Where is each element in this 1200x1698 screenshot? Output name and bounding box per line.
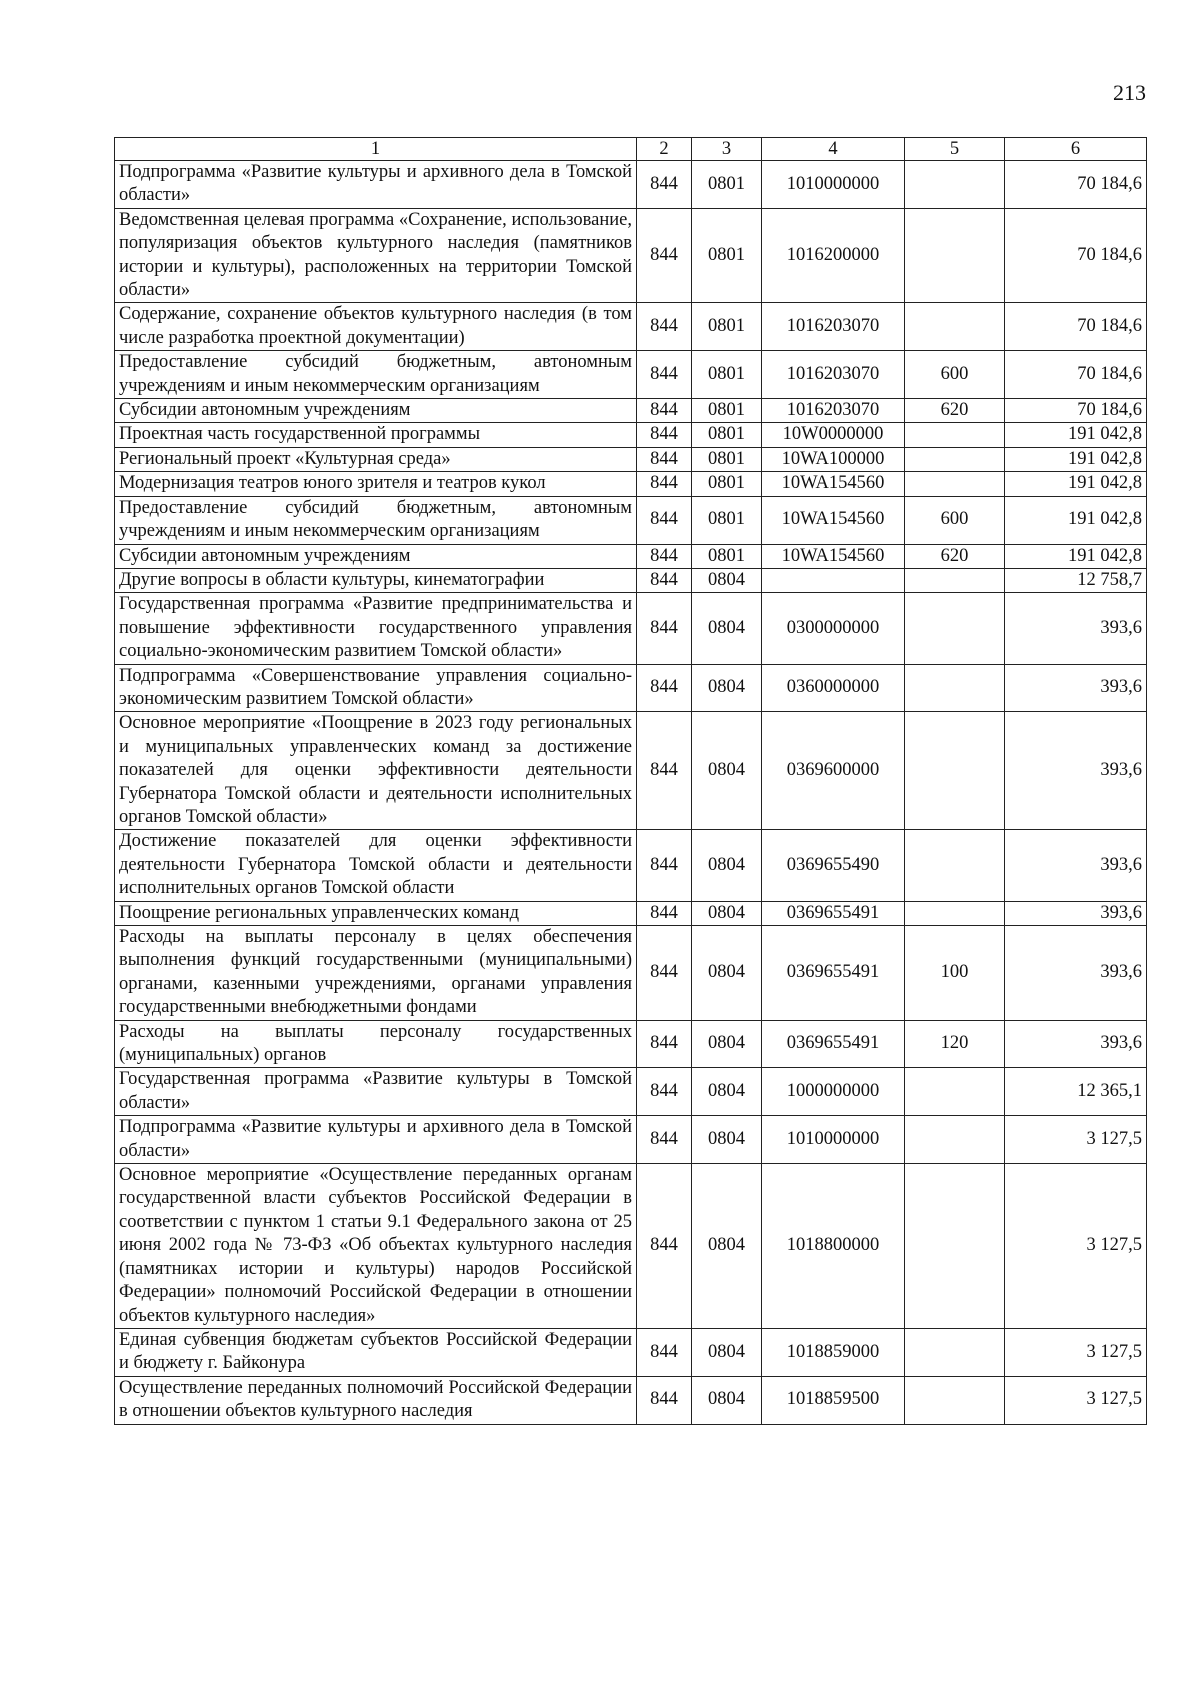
cell-target: 1010000000: [762, 161, 905, 209]
cell-section: 0804: [692, 1116, 762, 1164]
cell-target: 1016203070: [762, 399, 905, 423]
cell-target: 0300000000: [762, 593, 905, 664]
budget-table: [114, 137, 1147, 1425]
cell-target: 10WA154560: [762, 472, 905, 496]
cell-amount: 393,6: [1005, 901, 1147, 925]
cell-type: [905, 1116, 1005, 1164]
cell-amount: 70 184,6: [1005, 399, 1147, 423]
cell-ministry: 844: [637, 712, 692, 830]
cell-ministry: 844: [637, 1164, 692, 1329]
cell-name: Расходы на выплаты персоналу в целях обеспечения выполнения функций государственными (муниципальными) органами, казенными учреждениями, органами управления государственными внебюджетными фондами: [115, 926, 637, 1021]
table-row: [115, 593, 1147, 664]
cell-ministry: 844: [637, 161, 692, 209]
cell-type: [905, 423, 1005, 447]
cell-name: Предоставление субсидий бюджетным, автономным учреждениям и иным некоммерческим организациям: [115, 351, 637, 399]
cell-type: [905, 1164, 1005, 1329]
cell-name: Региональный проект «Культурная среда»: [115, 447, 637, 471]
cell-section: 0804: [692, 926, 762, 1021]
cell-ministry: 844: [637, 830, 692, 901]
table-row: [115, 568, 1147, 592]
cell-target: 0369655491: [762, 926, 905, 1021]
table-row: [115, 1068, 1147, 1116]
cell-section: 0804: [692, 664, 762, 712]
cell-amount: 12 365,1: [1005, 1068, 1147, 1116]
cell-target: 0369655490: [762, 830, 905, 901]
cell-name: Поощрение региональных управленческих команд: [115, 901, 637, 925]
cell-section: 0804: [692, 830, 762, 901]
cell-target: 1016203070: [762, 351, 905, 399]
cell-name: Основное мероприятие «Осуществление переданных органам государственной власти субъектов Российской Федерации в соответствии с пунктом 1 статьи 9.1 Федерального закона от 25 июня 2002 года № 73-ФЗ «Об объектах культурного наследия (памятниках истории и культуры) народов Российской Федерации» полномочий Российской Федерации в отношении объектов культурного наследия»: [115, 1164, 637, 1329]
cell-amount: 70 184,6: [1005, 208, 1147, 303]
table-row: [115, 901, 1147, 925]
cell-name: Субсидии автономным учреждениям: [115, 399, 637, 423]
table-row: [115, 1328, 1147, 1376]
table-row: [115, 472, 1147, 496]
cell-section: 0801: [692, 447, 762, 471]
table-row: [115, 712, 1147, 830]
cell-type: [905, 901, 1005, 925]
cell-type: [905, 593, 1005, 664]
cell-section: 0804: [692, 1068, 762, 1116]
cell-name: Предоставление субсидий бюджетным, автономным учреждениям и иным некоммерческим организациям: [115, 496, 637, 544]
cell-target: 1016203070: [762, 303, 905, 351]
cell-name: Подпрограмма «Развитие культуры и архивного дела в Томской области»: [115, 1116, 637, 1164]
cell-type: 600: [905, 351, 1005, 399]
cell-target: 10WA154560: [762, 496, 905, 544]
cell-type: 620: [905, 399, 1005, 423]
cell-type: [905, 1328, 1005, 1376]
table-row: [115, 1164, 1147, 1329]
cell-ministry: 844: [637, 1116, 692, 1164]
cell-amount: 393,6: [1005, 1020, 1147, 1068]
cell-section: 0804: [692, 1376, 762, 1424]
table-row: [115, 664, 1147, 712]
cell-section: 0801: [692, 208, 762, 303]
cell-target: 0369655491: [762, 1020, 905, 1068]
cell-name: Подпрограмма «Развитие культуры и архивного дела в Томской области»: [115, 161, 637, 209]
cell-name: Государственная программа «Развитие культуры в Томской области»: [115, 1068, 637, 1116]
cell-ministry: 844: [637, 351, 692, 399]
cell-type: [905, 208, 1005, 303]
cell-section: 0804: [692, 568, 762, 592]
cell-name: Содержание, сохранение объектов культурного наследия (в том числе разработка проектной документации): [115, 303, 637, 351]
cell-section: 0804: [692, 593, 762, 664]
column-header-amount: 6: [1005, 138, 1147, 161]
cell-ministry: 844: [637, 568, 692, 592]
cell-target: 10WA100000: [762, 447, 905, 471]
cell-ministry: 844: [637, 593, 692, 664]
cell-amount: 70 184,6: [1005, 303, 1147, 351]
cell-amount: 3 127,5: [1005, 1116, 1147, 1164]
cell-type: [905, 830, 1005, 901]
cell-section: 0801: [692, 496, 762, 544]
cell-section: 0801: [692, 161, 762, 209]
cell-type: [905, 161, 1005, 209]
cell-amount: 191 042,8: [1005, 496, 1147, 544]
table-row: [115, 399, 1147, 423]
cell-name: Ведомственная целевая программа «Сохранение, использование, популяризация объектов культурного наследия (памятников истории и культуры), расположенных на территории Томской области»: [115, 208, 637, 303]
cell-name: Осуществление переданных полномочий Российской Федерации в отношении объектов культурного наследия: [115, 1376, 637, 1424]
cell-name: Единая субвенция бюджетам субъектов Российской Федерации и бюджету г. Байконура: [115, 1328, 637, 1376]
cell-type: 120: [905, 1020, 1005, 1068]
cell-ministry: 844: [637, 496, 692, 544]
cell-name: Достижение показателей для оценки эффективности деятельности Губернатора Томской области и деятельности исполнительных органов Томской области: [115, 830, 637, 901]
cell-target: 10WA154560: [762, 544, 905, 568]
cell-amount: 70 184,6: [1005, 351, 1147, 399]
cell-section: 0801: [692, 472, 762, 496]
table-body: [115, 161, 1147, 1425]
column-header-section: 3: [692, 138, 762, 161]
cell-ministry: 844: [637, 1020, 692, 1068]
cell-ministry: 844: [637, 423, 692, 447]
cell-ministry: 844: [637, 472, 692, 496]
cell-target: 0360000000: [762, 664, 905, 712]
cell-amount: 70 184,6: [1005, 161, 1147, 209]
table-row: [115, 1116, 1147, 1164]
table-row: [115, 496, 1147, 544]
table-row: [115, 423, 1147, 447]
cell-target: 1010000000: [762, 1116, 905, 1164]
table-row: [115, 303, 1147, 351]
cell-amount: 3 127,5: [1005, 1164, 1147, 1329]
cell-amount: 3 127,5: [1005, 1328, 1147, 1376]
cell-amount: 3 127,5: [1005, 1376, 1147, 1424]
table-row: [115, 830, 1147, 901]
column-header-ministry: 2: [637, 138, 692, 161]
table-row: [115, 1376, 1147, 1424]
cell-type: [905, 303, 1005, 351]
table-row: [115, 544, 1147, 568]
cell-section: 0801: [692, 399, 762, 423]
cell-target: 0369600000: [762, 712, 905, 830]
cell-amount: 191 042,8: [1005, 447, 1147, 471]
cell-type: [905, 568, 1005, 592]
page-number: 213: [1113, 80, 1146, 105]
cell-target: 1000000000: [762, 1068, 905, 1116]
cell-section: 0801: [692, 544, 762, 568]
cell-amount: 191 042,8: [1005, 423, 1147, 447]
cell-target: 1018859000: [762, 1328, 905, 1376]
cell-type: [905, 712, 1005, 830]
cell-target: 1018800000: [762, 1164, 905, 1329]
cell-name: Субсидии автономным учреждениям: [115, 544, 637, 568]
cell-ministry: 844: [637, 303, 692, 351]
cell-ministry: 844: [637, 544, 692, 568]
column-header-name: 1: [115, 138, 637, 161]
table-row: [115, 208, 1147, 303]
cell-ministry: 844: [637, 1328, 692, 1376]
cell-type: [905, 447, 1005, 471]
table-row: [115, 926, 1147, 1021]
cell-ministry: 844: [637, 399, 692, 423]
column-header-type: 5: [905, 138, 1005, 161]
cell-section: 0801: [692, 303, 762, 351]
table-row: [115, 351, 1147, 399]
cell-ministry: 844: [637, 447, 692, 471]
cell-amount: 393,6: [1005, 664, 1147, 712]
cell-type: [905, 664, 1005, 712]
cell-type: [905, 472, 1005, 496]
cell-ministry: 844: [637, 208, 692, 303]
cell-name: Проектная часть государственной программы: [115, 423, 637, 447]
cell-name: Другие вопросы в области культуры, кинематографии: [115, 568, 637, 592]
cell-amount: 12 758,7: [1005, 568, 1147, 592]
table-row: [115, 1020, 1147, 1068]
table-row: [115, 161, 1147, 209]
cell-ministry: 844: [637, 926, 692, 1021]
table-row: [115, 447, 1147, 471]
cell-amount: 191 042,8: [1005, 472, 1147, 496]
cell-amount: 393,6: [1005, 712, 1147, 830]
cell-target: 10W0000000: [762, 423, 905, 447]
cell-section: 0801: [692, 423, 762, 447]
cell-ministry: 844: [637, 1068, 692, 1116]
cell-target: [762, 568, 905, 592]
cell-type: 100: [905, 926, 1005, 1021]
cell-section: 0804: [692, 712, 762, 830]
cell-target: 0369655491: [762, 901, 905, 925]
cell-ministry: 844: [637, 1376, 692, 1424]
cell-section: 0804: [692, 1328, 762, 1376]
cell-section: 0804: [692, 901, 762, 925]
cell-name: Модернизация театров юного зрителя и театров кукол: [115, 472, 637, 496]
cell-ministry: 844: [637, 901, 692, 925]
cell-type: 620: [905, 544, 1005, 568]
cell-amount: 393,6: [1005, 830, 1147, 901]
cell-name: Государственная программа «Развитие предпринимательства и повышение эффективности государственного управления социально-экономическим развитием Томской области»: [115, 593, 637, 664]
cell-target: 1016200000: [762, 208, 905, 303]
cell-type: 600: [905, 496, 1005, 544]
cell-name: Подпрограмма «Совершенствование управления социально-экономическим развитием Томской области»: [115, 664, 637, 712]
column-header-target: 4: [762, 138, 905, 161]
cell-section: 0804: [692, 1164, 762, 1329]
cell-ministry: 844: [637, 664, 692, 712]
cell-amount: 393,6: [1005, 926, 1147, 1021]
cell-name: Основное мероприятие «Поощрение в 2023 году региональных и муниципальных управленческих команд за достижение показателей для оценки эффективности деятельности Губернатора Томской области и деятельности исполнительных органов Томской области»: [115, 712, 637, 830]
cell-amount: 393,6: [1005, 593, 1147, 664]
cell-type: [905, 1068, 1005, 1116]
cell-target: 1018859500: [762, 1376, 905, 1424]
cell-name: Расходы на выплаты персоналу государственных (муниципальных) органов: [115, 1020, 637, 1068]
cell-section: 0804: [692, 1020, 762, 1068]
cell-type: [905, 1376, 1005, 1424]
table-header-row: [115, 138, 1147, 161]
cell-section: 0801: [692, 351, 762, 399]
cell-amount: 191 042,8: [1005, 544, 1147, 568]
